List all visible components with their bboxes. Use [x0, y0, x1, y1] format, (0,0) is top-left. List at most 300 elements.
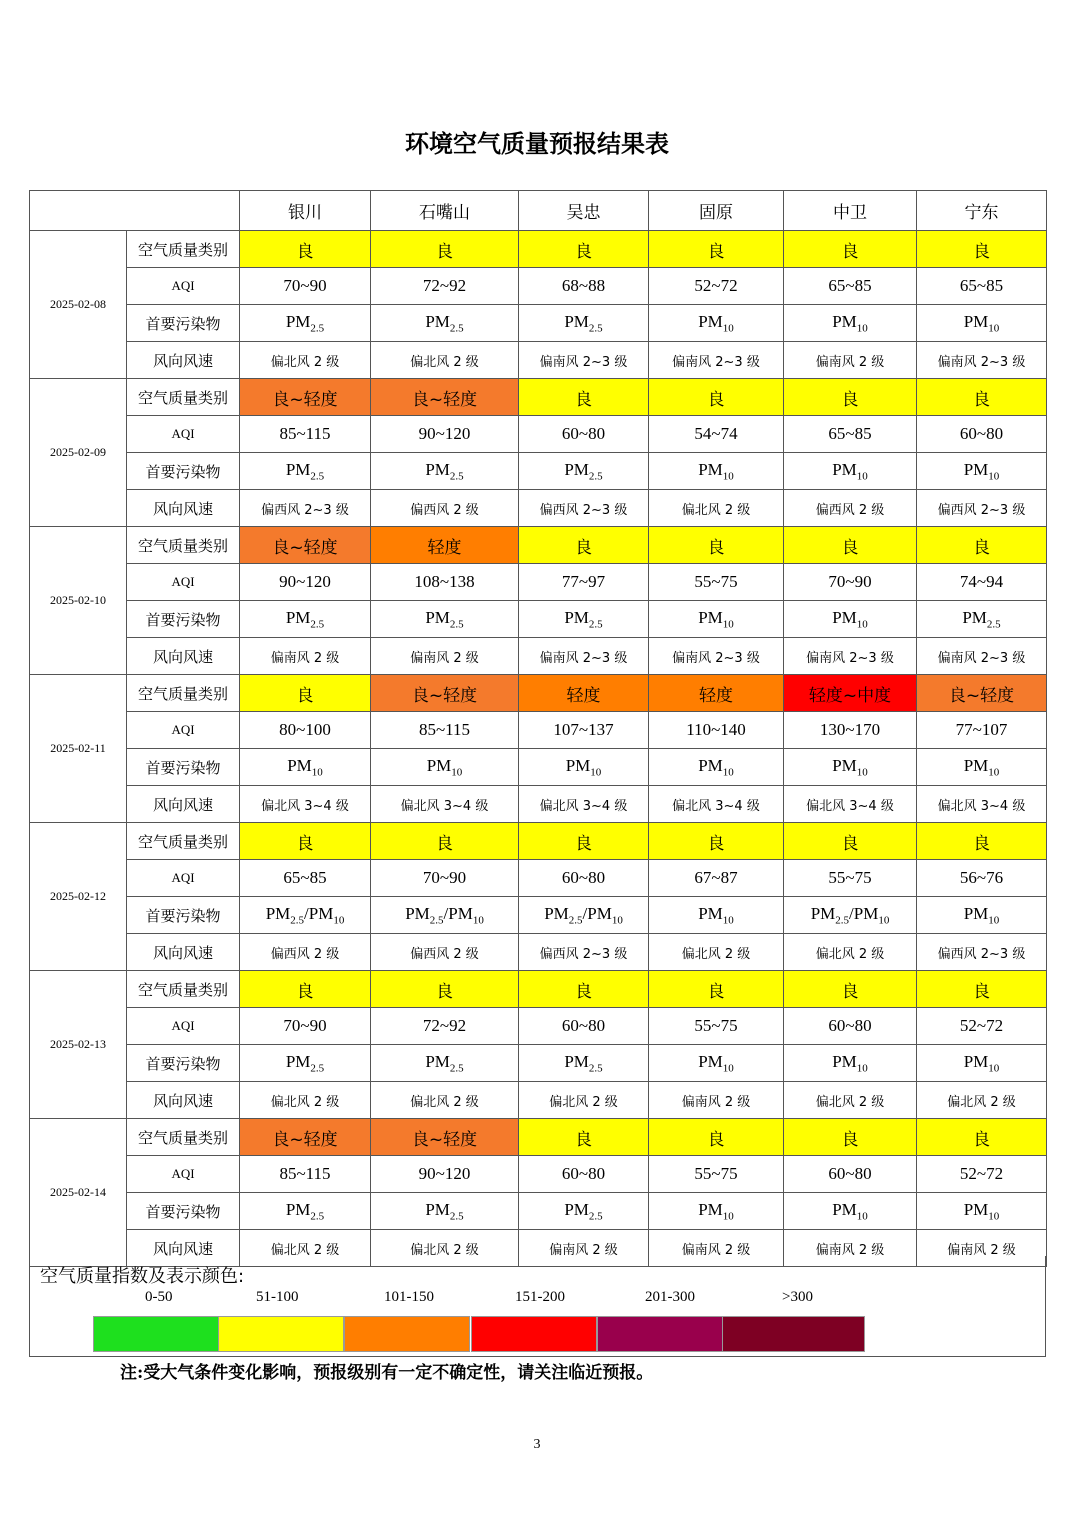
forecast-date: 2025-02-12 — [30, 823, 127, 971]
aqi-cell: 65~85 — [784, 416, 917, 453]
pollutant-cell — [917, 749, 1047, 786]
pollutant-cell — [519, 305, 649, 342]
aqi-cell: 72~92 — [371, 268, 519, 305]
pollutant-subscript: 2.5 — [588, 618, 603, 631]
aq-category-cell: 良~轻度 — [371, 379, 519, 416]
city-header: 吴忠 — [519, 191, 649, 231]
pollutant-text: PM — [425, 607, 450, 627]
aq-category-cell: 良 — [649, 1119, 784, 1156]
table-row — [30, 1156, 1047, 1193]
aqi-cell: 85~115 — [371, 712, 519, 749]
row-label: 首要污染物 — [127, 897, 240, 934]
aq-category-cell: 良 — [649, 231, 784, 268]
aq-category-cell: 良 — [784, 823, 917, 860]
aq-category-cell: 良 — [371, 231, 519, 268]
city-header: 石嘴山 — [371, 191, 519, 231]
aqi-cell: 90~120 — [240, 564, 371, 601]
row-label: 风向风速 — [127, 342, 240, 379]
pollutant-cell — [649, 1193, 784, 1230]
pollutant-cell — [371, 1193, 519, 1230]
aq-category-cell: 良~轻度 — [371, 1119, 519, 1156]
pollutant-text: PM — [832, 755, 857, 775]
legend-range-label: 101-150 — [384, 1289, 434, 1305]
aqi-cell: 52~72 — [917, 1008, 1047, 1045]
pollutant-text: PM — [426, 755, 452, 775]
row-label: 首要污染物 — [127, 601, 240, 638]
aq-category-cell: 轻度 — [649, 675, 784, 712]
wind-cell: 偏北风 2 级 — [240, 1230, 371, 1267]
row-label: 风向风速 — [127, 490, 240, 527]
pollutant-subscript: 10 — [988, 766, 1000, 779]
pollutant-subscript: 2.5 — [449, 322, 464, 335]
pollutant-text: PM — [544, 903, 569, 923]
table-row — [30, 1193, 1047, 1230]
page-number: 3 — [533, 1437, 541, 1452]
pollutant-subscript: 10 — [856, 322, 868, 335]
pollutant-text: PM — [963, 755, 989, 775]
wind-cell: 偏南风 2 级 — [649, 1230, 784, 1267]
forecast-date: 2025-02-14 — [30, 1119, 127, 1267]
pollutant-subscript: 10 — [472, 914, 484, 927]
pollutant-subscript: 10 — [988, 1062, 1000, 1075]
pollutant-cell — [371, 749, 519, 786]
aqi-cell: 65~85 — [784, 268, 917, 305]
pollutant-cell — [240, 453, 371, 490]
wind-cell: 偏西风 2~3 级 — [519, 490, 649, 527]
aq-category-cell: 良 — [784, 1119, 917, 1156]
pollutant-text: PM — [285, 311, 311, 331]
pollutant-cell — [519, 749, 649, 786]
pollutant-subscript: 2.5 — [310, 322, 325, 335]
aq-category-cell: 良~轻度 — [371, 675, 519, 712]
aqi-cell: 60~80 — [519, 1156, 649, 1193]
wind-cell: 偏南风 2 级 — [519, 1230, 649, 1267]
legend-color-swatch — [722, 1316, 865, 1352]
wind-cell: 偏南风 2~3 级 — [649, 342, 784, 379]
row-label: 空气质量类别 — [127, 675, 240, 712]
aqi-cell: 77~107 — [917, 712, 1047, 749]
pollutant-subscript: 10 — [856, 470, 868, 483]
pollutant-subscript: 2.5 — [310, 470, 325, 483]
aq-category-cell: 良 — [240, 675, 371, 712]
pollutant-cell — [784, 305, 917, 342]
wind-cell: 偏南风 2~3 级 — [649, 638, 784, 675]
pollutant-subscript: 2.5 — [449, 1062, 464, 1075]
aqi-cell: 54~74 — [649, 416, 784, 453]
aq-category-cell: 良 — [784, 527, 917, 564]
legend-color-swatch — [597, 1316, 723, 1352]
aq-category-cell: 良 — [519, 823, 649, 860]
aqi-cell: 65~85 — [240, 860, 371, 897]
wind-cell: 偏南风 2 级 — [784, 1230, 917, 1267]
pollutant-cell — [371, 897, 519, 934]
pollutant-cell — [240, 601, 371, 638]
aqi-cell: 65~85 — [917, 268, 1047, 305]
table-row — [30, 675, 1047, 712]
pollutant-subscript: 2.5 — [986, 618, 1001, 631]
aq-category-cell: 良 — [519, 971, 649, 1008]
table-row — [30, 823, 1047, 860]
wind-cell: 偏北风 3~4 级 — [649, 786, 784, 823]
pollutant-text: PM — [564, 1199, 589, 1219]
legend-color-swatch — [344, 1316, 470, 1352]
aqi-cell: 90~120 — [371, 416, 519, 453]
aqi-cell: 55~75 — [784, 860, 917, 897]
aq-category-cell: 良 — [784, 379, 917, 416]
aqi-cell: 77~97 — [519, 564, 649, 601]
pollutant-subscript: 10 — [590, 766, 602, 779]
legend-range-label: 151-200 — [515, 1289, 565, 1305]
pollutant-cell — [917, 453, 1047, 490]
wind-cell: 偏北风 2 级 — [784, 1082, 917, 1119]
pollutant-text: PM — [698, 1051, 723, 1071]
row-label: 空气质量类别 — [127, 379, 240, 416]
legend-color-swatch — [218, 1316, 344, 1352]
table-row — [30, 786, 1047, 823]
pollutant-text: PM — [832, 1051, 857, 1071]
pollutant-text: PM — [287, 755, 312, 775]
legend-range-label: >300 — [782, 1289, 813, 1305]
pollutant-text: PM — [285, 607, 311, 627]
city-header: 固原 — [649, 191, 784, 231]
table-row — [30, 1008, 1047, 1045]
row-label: 首要污染物 — [127, 453, 240, 490]
table-row — [30, 453, 1047, 490]
aqi-cell: 52~72 — [649, 268, 784, 305]
row-label: 空气质量类别 — [127, 971, 240, 1008]
pollutant-text: PM — [425, 311, 450, 331]
row-label: 风向风速 — [127, 786, 240, 823]
table-row — [30, 527, 1047, 564]
pollutant-text: PM — [564, 459, 589, 479]
legend-title: 空气质量指数及表示颜色: — [40, 1266, 245, 1287]
aqi-cell: 55~75 — [649, 1156, 784, 1193]
wind-cell: 偏北风 2 级 — [784, 934, 917, 971]
wind-cell: 偏西风 2 级 — [371, 934, 519, 971]
pollutant-text: PM — [963, 1051, 989, 1071]
pollutant-text: PM — [962, 607, 987, 627]
wind-cell: 偏西风 2~3 级 — [519, 934, 649, 971]
aqi-cell: 72~92 — [371, 1008, 519, 1045]
pollutant-subscript: 2.5 — [310, 618, 325, 631]
aqi-cell: 55~75 — [649, 564, 784, 601]
table-row — [30, 1082, 1047, 1119]
table-row — [30, 379, 1047, 416]
row-label: AQI — [127, 416, 240, 453]
city-header-row — [30, 191, 1047, 231]
pollutant-subscript: 2.5 — [449, 1210, 464, 1223]
aq-category-cell: 良~轻度 — [917, 675, 1047, 712]
pollutant-cell — [784, 453, 917, 490]
aq-category-cell: 良 — [784, 231, 917, 268]
wind-cell: 偏北风 2 级 — [917, 1082, 1047, 1119]
pollutant-cell — [649, 453, 784, 490]
pollutant-subscript: 10 — [856, 1210, 868, 1223]
wind-cell: 偏北风 3~4 级 — [240, 786, 371, 823]
aq-category-cell: 轻度 — [371, 527, 519, 564]
legend-range-label: 0-50 — [145, 1289, 173, 1305]
pollutant-cell — [371, 601, 519, 638]
pollutant-cell — [917, 601, 1047, 638]
wind-cell: 偏西风 2 级 — [240, 934, 371, 971]
pollutant-subscript: 10 — [988, 322, 1000, 335]
aqi-cell: 60~80 — [519, 416, 649, 453]
aq-category-cell: 良 — [917, 1119, 1047, 1156]
pollutant-subscript: 10 — [722, 1210, 734, 1223]
pollutant-cell — [240, 897, 371, 934]
pollutant-text: PM — [285, 459, 311, 479]
pollutant-cell — [649, 897, 784, 934]
pollutant-text: PM — [832, 607, 857, 627]
pollutant-cell — [519, 1045, 649, 1082]
pollutant-text: PM — [405, 903, 430, 923]
row-label: 首要污染物 — [127, 1193, 240, 1230]
pollutant-subscript: 2.5 — [588, 470, 603, 483]
aq-category-cell: 良 — [519, 527, 649, 564]
aq-category-cell: 轻度~中度 — [784, 675, 917, 712]
table-row — [30, 305, 1047, 342]
pollutant-text: /PM — [304, 903, 334, 923]
forecast-date: 2025-02-11 — [30, 675, 127, 823]
aqi-cell: 108~138 — [371, 564, 519, 601]
wind-cell: 偏北风 2 级 — [649, 934, 784, 971]
row-label: 首要污染物 — [127, 1045, 240, 1082]
table-row — [30, 1045, 1047, 1082]
aqi-cell: 90~120 — [371, 1156, 519, 1193]
aq-category-cell: 良 — [371, 971, 519, 1008]
pollutant-text: PM — [963, 903, 989, 923]
wind-cell: 偏西风 2~3 级 — [917, 934, 1047, 971]
pollutant-text: /PM — [443, 903, 473, 923]
table-row — [30, 564, 1047, 601]
aqi-cell: 110~140 — [649, 712, 784, 749]
aqi-cell: 60~80 — [784, 1156, 917, 1193]
pollutant-subscript: 2.5 — [449, 618, 464, 631]
pollutant-subscript: 2.5 — [568, 914, 583, 927]
row-label: 风向风速 — [127, 934, 240, 971]
pollutant-subscript: 2.5 — [449, 470, 464, 483]
table-row — [30, 638, 1047, 675]
pollutant-text: PM — [698, 607, 723, 627]
row-label: 风向风速 — [127, 1230, 240, 1267]
pollutant-text: PM — [810, 903, 836, 923]
table-row — [30, 416, 1047, 453]
pollutant-text: PM — [564, 311, 589, 331]
aqi-cell: 80~100 — [240, 712, 371, 749]
wind-cell: 偏西风 2~3 级 — [917, 490, 1047, 527]
wind-cell: 偏南风 2~3 级 — [917, 342, 1047, 379]
pollutant-cell — [649, 601, 784, 638]
forecast-date: 2025-02-09 — [30, 379, 127, 527]
pollutant-text: /PM — [849, 903, 879, 923]
pollutant-subscript: 10 — [722, 618, 734, 631]
forecast-table — [29, 190, 1047, 1267]
pollutant-text: PM — [265, 903, 291, 923]
pollutant-cell — [649, 749, 784, 786]
aq-category-cell: 良 — [917, 379, 1047, 416]
pollutant-subscript: 10 — [451, 766, 463, 779]
aq-category-cell: 良 — [240, 823, 371, 860]
pollutant-text: PM — [963, 311, 989, 331]
legend-color-swatch — [471, 1316, 597, 1352]
aqi-cell: 68~88 — [519, 268, 649, 305]
pollutant-text: PM — [963, 459, 989, 479]
city-header: 银川 — [240, 191, 371, 231]
pollutant-cell — [519, 453, 649, 490]
pollutant-subscript: 10 — [988, 470, 1000, 483]
forecast-date: 2025-02-10 — [30, 527, 127, 675]
wind-cell: 偏南风 2 级 — [240, 638, 371, 675]
pollutant-cell — [240, 305, 371, 342]
pollutant-subscript: 10 — [311, 766, 323, 779]
row-label: AQI — [127, 1008, 240, 1045]
pollutant-cell — [240, 1045, 371, 1082]
forecast-date: 2025-02-08 — [30, 231, 127, 379]
pollutant-cell — [519, 1193, 649, 1230]
aqi-legend — [29, 1256, 1046, 1357]
table-row — [30, 749, 1047, 786]
row-label: 风向风速 — [127, 638, 240, 675]
pollutant-cell — [371, 1045, 519, 1082]
aq-category-cell: 良~轻度 — [240, 527, 371, 564]
pollutant-text: PM — [698, 311, 723, 331]
pollutant-cell — [519, 601, 649, 638]
aq-category-cell: 轻度 — [519, 675, 649, 712]
forecast-date: 2025-02-13 — [30, 971, 127, 1119]
wind-cell: 偏南风 2~3 级 — [519, 342, 649, 379]
pollutant-subscript: 10 — [856, 766, 868, 779]
pollutant-text: PM — [963, 1199, 989, 1219]
aq-category-cell: 良 — [240, 971, 371, 1008]
pollutant-text: PM — [832, 1199, 857, 1219]
aqi-cell: 70~90 — [784, 564, 917, 601]
pollutant-text: PM — [285, 1199, 311, 1219]
pollutant-text: PM — [698, 459, 723, 479]
wind-cell: 偏北风 2 级 — [240, 1082, 371, 1119]
page-title: 环境空气质量预报结果表 — [405, 129, 669, 158]
pollutant-subscript: 10 — [722, 322, 734, 335]
city-header: 宁东 — [917, 191, 1047, 231]
aq-category-cell: 良 — [649, 823, 784, 860]
legend-range-label: 201-300 — [645, 1289, 695, 1305]
table-row — [30, 712, 1047, 749]
wind-cell: 偏北风 3~4 级 — [917, 786, 1047, 823]
row-label: 风向风速 — [127, 1082, 240, 1119]
pollutant-subscript: 10 — [878, 914, 890, 927]
aq-category-cell: 良 — [519, 379, 649, 416]
pollutant-text: PM — [564, 607, 589, 627]
pollutant-text: /PM — [582, 903, 612, 923]
aqi-cell: 60~80 — [784, 1008, 917, 1045]
pollutant-cell — [649, 305, 784, 342]
pollutant-cell — [784, 601, 917, 638]
table-row — [30, 601, 1047, 638]
wind-cell: 偏南风 2~3 级 — [784, 638, 917, 675]
pollutant-subscript: 2.5 — [310, 1062, 325, 1075]
pollutant-text: PM — [565, 755, 591, 775]
aq-category-cell: 良~轻度 — [240, 1119, 371, 1156]
aq-category-cell: 良 — [917, 971, 1047, 1008]
pollutant-subscript: 2.5 — [835, 914, 850, 927]
table-row — [30, 860, 1047, 897]
aqi-cell: 107~137 — [519, 712, 649, 749]
pollutant-subscript: 10 — [611, 914, 623, 927]
aqi-cell: 85~115 — [240, 1156, 371, 1193]
pollutant-subscript: 10 — [856, 618, 868, 631]
wind-cell: 偏西风 2 级 — [371, 490, 519, 527]
pollutant-cell — [240, 749, 371, 786]
aqi-cell: 60~80 — [917, 416, 1047, 453]
row-label: 空气质量类别 — [127, 527, 240, 564]
pollutant-text: PM — [832, 459, 857, 479]
row-label: 首要污染物 — [127, 305, 240, 342]
aq-category-cell: 良 — [371, 823, 519, 860]
aqi-cell: 56~76 — [917, 860, 1047, 897]
aq-category-cell: 良 — [649, 527, 784, 564]
legend-color-swatch — [93, 1316, 219, 1352]
row-label: AQI — [127, 712, 240, 749]
aqi-cell: 70~90 — [240, 268, 371, 305]
wind-cell: 偏西风 2 级 — [784, 490, 917, 527]
pollutant-cell — [784, 897, 917, 934]
aqi-cell: 85~115 — [240, 416, 371, 453]
row-label: AQI — [127, 268, 240, 305]
wind-cell: 偏北风 2 级 — [371, 1082, 519, 1119]
aq-category-cell: 良 — [917, 527, 1047, 564]
pollutant-cell — [519, 897, 649, 934]
pollutant-subscript: 10 — [988, 914, 1000, 927]
wind-cell: 偏北风 2 级 — [240, 342, 371, 379]
wind-cell: 偏北风 3~4 级 — [519, 786, 649, 823]
wind-cell: 偏北风 2 级 — [371, 342, 519, 379]
pollutant-subscript: 10 — [722, 1062, 734, 1075]
pollutant-subscript: 2.5 — [290, 914, 305, 927]
aq-category-cell: 良 — [917, 823, 1047, 860]
table-row — [30, 268, 1047, 305]
wind-cell: 偏西风 2~3 级 — [240, 490, 371, 527]
forecast-note: 注:受大气条件变化影响，预报级别有一定不确定性，请关注临近预报。 — [120, 1363, 654, 1383]
pollutant-subscript: 10 — [722, 914, 734, 927]
table-row — [30, 342, 1047, 379]
wind-cell: 偏北风 2 级 — [649, 490, 784, 527]
row-label: 空气质量类别 — [127, 823, 240, 860]
pollutant-text: PM — [425, 1051, 450, 1071]
pollutant-cell — [917, 1193, 1047, 1230]
wind-cell: 偏南风 2~3 级 — [519, 638, 649, 675]
wind-cell: 偏北风 3~4 级 — [784, 786, 917, 823]
city-header: 中卫 — [784, 191, 917, 231]
table-row — [30, 971, 1047, 1008]
aqi-cell: 67~87 — [649, 860, 784, 897]
pollutant-subscript: 2.5 — [588, 1062, 603, 1075]
pollutant-subscript: 2.5 — [588, 1210, 603, 1223]
row-label: 空气质量类别 — [127, 1119, 240, 1156]
header-corner — [30, 191, 240, 231]
table-row — [30, 490, 1047, 527]
wind-cell: 偏南风 2 级 — [917, 1230, 1047, 1267]
aqi-cell: 70~90 — [240, 1008, 371, 1045]
pollutant-subscript: 10 — [333, 914, 345, 927]
aqi-cell: 55~75 — [649, 1008, 784, 1045]
aqi-cell: 130~170 — [784, 712, 917, 749]
pollutant-cell — [917, 897, 1047, 934]
aqi-cell: 74~94 — [917, 564, 1047, 601]
pollutant-subscript: 10 — [988, 1210, 1000, 1223]
pollutant-cell — [371, 453, 519, 490]
pollutant-subscript: 2.5 — [310, 1210, 325, 1223]
aq-category-cell: 良 — [240, 231, 371, 268]
table-row — [30, 1119, 1047, 1156]
